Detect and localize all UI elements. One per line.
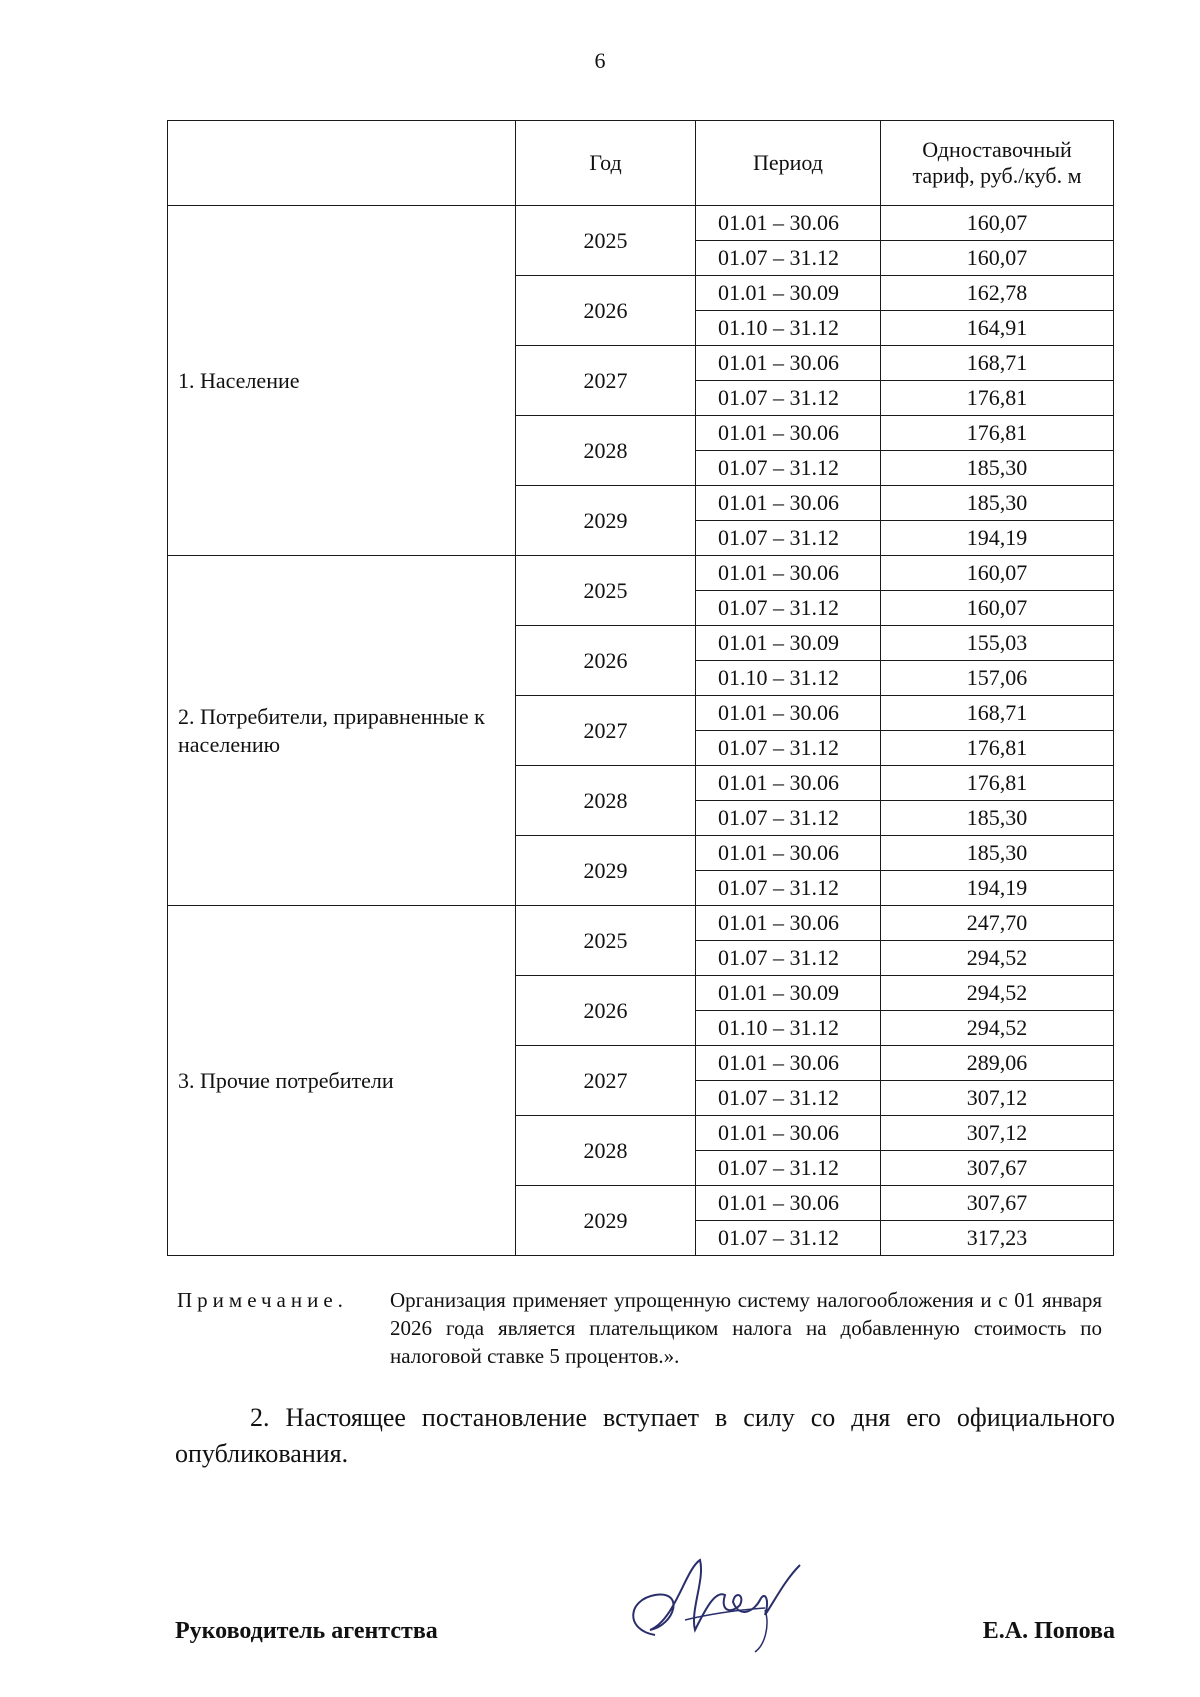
signatory-name: Е.А. Попова bbox=[982, 1618, 1115, 1644]
year-cell: 2027 bbox=[516, 696, 696, 766]
period-cell: 01.01 – 30.06 bbox=[696, 696, 881, 731]
tariff-value-cell: 307,12 bbox=[881, 1116, 1114, 1151]
year-cell: 2028 bbox=[516, 416, 696, 486]
tariff-value-cell: 294,52 bbox=[881, 1011, 1114, 1046]
year-cell: 2026 bbox=[516, 626, 696, 696]
signature-block bbox=[175, 1540, 1115, 1670]
note-label: Примечание. bbox=[177, 1288, 348, 1312]
period-cell: 01.07 – 31.12 bbox=[696, 241, 881, 276]
period-cell: 01.10 – 31.12 bbox=[696, 1011, 881, 1046]
tariff-value-cell: 164,91 bbox=[881, 311, 1114, 346]
period-cell: 01.07 – 31.12 bbox=[696, 451, 881, 486]
tariff-value-cell: 168,71 bbox=[881, 696, 1114, 731]
year-cell: 2026 bbox=[516, 276, 696, 346]
period-cell: 01.01 – 30.06 bbox=[696, 766, 881, 801]
handwritten-signature-icon bbox=[615, 1540, 815, 1660]
period-cell: 01.07 – 31.12 bbox=[696, 591, 881, 626]
header-category bbox=[168, 121, 516, 206]
period-cell: 01.01 – 30.06 bbox=[696, 836, 881, 871]
tariff-value-cell: 176,81 bbox=[881, 416, 1114, 451]
tariff-value-cell: 185,30 bbox=[881, 451, 1114, 486]
table-row bbox=[168, 206, 1114, 241]
header-period: Период bbox=[696, 121, 881, 206]
page-number: 6 bbox=[594, 48, 606, 73]
category-cell: 2. Потребители, приравненные к населению bbox=[168, 556, 516, 906]
year-cell: 2029 bbox=[516, 836, 696, 906]
period-cell: 01.01 – 30.06 bbox=[696, 1116, 881, 1151]
table-row bbox=[168, 906, 1114, 941]
year-cell: 2025 bbox=[516, 206, 696, 276]
signatory-title: Руководитель агентства bbox=[175, 1618, 438, 1644]
tariff-value-cell: 185,30 bbox=[881, 801, 1114, 836]
tariff-value-cell: 307,67 bbox=[881, 1186, 1114, 1221]
tariff-value-cell: 294,52 bbox=[881, 941, 1114, 976]
period-cell: 01.01 – 30.06 bbox=[696, 206, 881, 241]
year-cell: 2025 bbox=[516, 556, 696, 626]
tariff-value-cell: 194,19 bbox=[881, 521, 1114, 556]
tariff-value-cell: 162,78 bbox=[881, 276, 1114, 311]
year-cell: 2029 bbox=[516, 486, 696, 556]
period-cell: 01.07 – 31.12 bbox=[696, 1221, 881, 1256]
period-cell: 01.07 – 31.12 bbox=[696, 1081, 881, 1116]
year-cell: 2029 bbox=[516, 1186, 696, 1256]
category-cell: 3. Прочие потребители bbox=[168, 906, 516, 1256]
period-cell: 01.10 – 31.12 bbox=[696, 661, 881, 696]
tariff-value-cell: 194,19 bbox=[881, 871, 1114, 906]
table-header-row bbox=[168, 121, 1114, 206]
tariff-value-cell: 176,81 bbox=[881, 381, 1114, 416]
period-cell: 01.01 – 30.06 bbox=[696, 1046, 881, 1081]
period-cell: 01.07 – 31.12 bbox=[696, 1151, 881, 1186]
period-cell: 01.01 – 30.06 bbox=[696, 486, 881, 521]
year-cell: 2027 bbox=[516, 346, 696, 416]
year-cell: 2025 bbox=[516, 906, 696, 976]
period-cell: 01.01 – 30.06 bbox=[696, 416, 881, 451]
tariff-value-cell: 157,06 bbox=[881, 661, 1114, 696]
tariff-value-cell: 185,30 bbox=[881, 836, 1114, 871]
tariff-value-cell: 160,07 bbox=[881, 591, 1114, 626]
table-row bbox=[168, 556, 1114, 591]
period-cell: 01.01 – 30.06 bbox=[696, 906, 881, 941]
period-cell: 01.07 – 31.12 bbox=[696, 381, 881, 416]
period-cell: 01.07 – 31.12 bbox=[696, 801, 881, 836]
header-year: Год bbox=[516, 121, 696, 206]
year-cell: 2026 bbox=[516, 976, 696, 1046]
year-cell: 2027 bbox=[516, 1046, 696, 1116]
tariff-value-cell: 317,23 bbox=[881, 1221, 1114, 1256]
tariff-value-cell: 176,81 bbox=[881, 731, 1114, 766]
category-cell: 1. Население bbox=[168, 206, 516, 556]
tariff-value-cell: 160,07 bbox=[881, 206, 1114, 241]
tariff-value-cell: 289,06 bbox=[881, 1046, 1114, 1081]
tariff-value-cell: 307,67 bbox=[881, 1151, 1114, 1186]
tariff-value-cell: 160,07 bbox=[881, 241, 1114, 276]
tariff-value-cell: 160,07 bbox=[881, 556, 1114, 591]
period-cell: 01.01 – 30.09 bbox=[696, 626, 881, 661]
period-cell: 01.07 – 31.12 bbox=[696, 731, 881, 766]
effective-date-paragraph: 2. Настоящее постановление вступает в силу со дня его официального опубликования. bbox=[175, 1403, 1115, 1468]
tariff-value-cell: 247,70 bbox=[881, 906, 1114, 941]
note-text: Организация применяет упрощенную систему налогообложения и с 01 января 2026 года является плательщиком налога на добавленную стоимость по налоговой ставке 5 процентов.». bbox=[390, 1288, 1102, 1368]
tariff-value-cell: 185,30 bbox=[881, 486, 1114, 521]
tariff-value-cell: 307,12 bbox=[881, 1081, 1114, 1116]
period-cell: 01.01 – 30.09 bbox=[696, 276, 881, 311]
period-cell: 01.07 – 31.12 bbox=[696, 521, 881, 556]
tariff-value-cell: 155,03 bbox=[881, 626, 1114, 661]
period-cell: 01.07 – 31.12 bbox=[696, 871, 881, 906]
period-cell: 01.01 – 30.06 bbox=[696, 346, 881, 381]
period-cell: 01.10 – 31.12 bbox=[696, 311, 881, 346]
period-cell: 01.01 – 30.06 bbox=[696, 1186, 881, 1221]
period-cell: 01.01 – 30.06 bbox=[696, 556, 881, 591]
tariff-value-cell: 176,81 bbox=[881, 766, 1114, 801]
year-cell: 2028 bbox=[516, 1116, 696, 1186]
period-cell: 01.01 – 30.09 bbox=[696, 976, 881, 1011]
header-tariff: Одноставочный тариф, руб./куб. м bbox=[881, 121, 1114, 206]
tariff-value-cell: 294,52 bbox=[881, 976, 1114, 1011]
period-cell: 01.07 – 31.12 bbox=[696, 941, 881, 976]
tariff-value-cell: 168,71 bbox=[881, 346, 1114, 381]
year-cell: 2028 bbox=[516, 766, 696, 836]
table-body bbox=[168, 206, 1114, 1256]
tariff-table bbox=[167, 120, 1114, 1256]
